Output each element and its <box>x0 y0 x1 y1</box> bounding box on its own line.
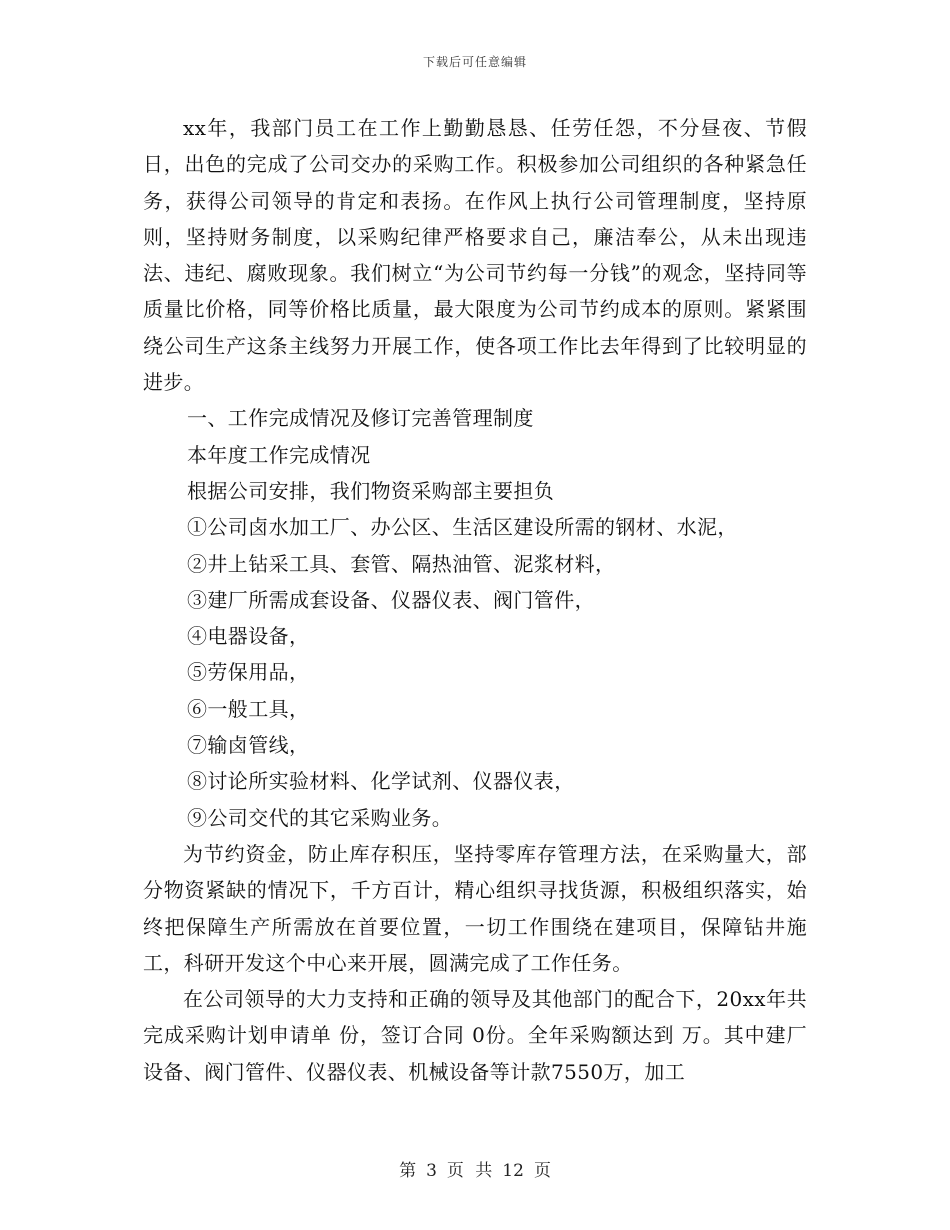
list-item: ⑤劳保用品， <box>187 660 310 685</box>
page-label-suffix: 页 <box>533 1161 551 1181</box>
page-label-middle: 页 共 <box>446 1161 493 1181</box>
page-header-note: 下载后可任意编辑 <box>422 55 527 69</box>
paragraph-summary: xx年，我部门员工在工作上勤勤恳恳、任劳任怨，不分昼夜、节假日，出色的完成了公司交办的采购工作。积极参加公司组织的各种紧急任务，获得公司领导的肯定和表扬。在作风上执行公司管理制度，坚持原则，坚持财务制度，以采购纪律严格要求自己，廉洁奉公，从未出现违法、违纪、腐败现象。我们树立“为公司节约每一分钱”的观念，坚持同等质量比价格，同等价格比质量，最大限度为公司节约成本的原则。紧紧围绕公司生产这条主线努力开展工作，使各项工作比去年得到了比较明显的进步。 <box>143 116 807 395</box>
document-body <box>143 110 807 1090</box>
list-item: ④电器设备， <box>187 624 310 649</box>
page-total-number: 12 <box>502 1161 524 1181</box>
page-footer <box>0 1156 950 1181</box>
paragraph-cost-saving: 为节约资金，防止库存积压，坚持零库存管理方法，在采购量大，部分物资紧缺的情况下，千方百计，精心组织寻找货源，积极组织落实，始终把保障生产所需放在首要位置，一切工作围绕在建项目，保障钻井施工，科研开发这个中心来开展，圆满完成了工作任务。 <box>143 841 807 975</box>
paragraph-procurement-stats: 在公司领导的大力支持和正确的领导及其他部门的配合下，20xx年共完成采购计划申请单 份，签订合同 0份。全年采购额达到 万。其中建厂设备、阀门管件、仪器仪表、机械设备等计款7550万，加工 <box>143 987 807 1084</box>
section-heading: 一、工作完成情况及修订完善管理制度 <box>187 406 534 431</box>
list-intro: 根据公司安排，我们物资采购部主要担负 <box>187 478 555 503</box>
page-current-number: 3 <box>426 1161 437 1181</box>
list-item: ⑦输卤管线， <box>187 733 310 758</box>
list-item: ①公司卤水加工厂、办公区、生活区建设所需的钢材、水泥， <box>187 515 738 540</box>
list-item: ②井上钻采工具、套管、隔热油管、泥浆材料， <box>187 551 616 576</box>
list-item: ⑥一般工具， <box>187 696 310 721</box>
list-item: ⑨公司交代的其它采购业务。 <box>187 805 453 830</box>
list-item: ③建厂所需成套设备、仪器仪表、阀门管件， <box>187 587 595 612</box>
page-label-prefix: 第 <box>399 1161 417 1181</box>
subsection-heading: 本年度工作完成情况 <box>187 442 371 467</box>
list-item: ⑧讨论所实验材料、化学试剂、仪器仪表， <box>187 769 575 794</box>
